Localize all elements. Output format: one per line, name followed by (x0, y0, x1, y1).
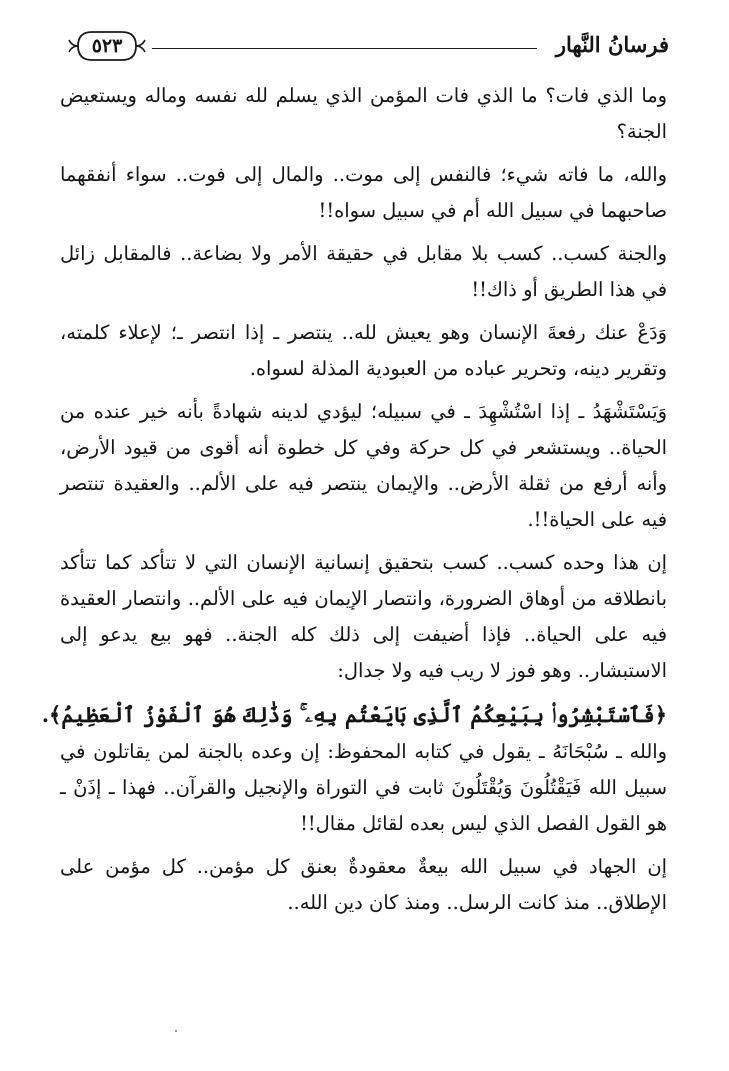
page-number-frame (66, 26, 148, 66)
quran-verse: ﴿فَٱسْتَبْشِرُوا۟ بِبَيْعِكُمُ ٱلَّذِى بَايَعْتُم بِهِۦ ۚ وَذَٰلِكَ هُوَ ٱلْفَوْزُ ٱلْعَظِيمُ﴾. (41, 702, 667, 727)
page-body (41, 78, 667, 928)
paragraph: وما الذي فات؟ ما الذي فات المؤمن الذي يسلم لله نفسه وماله ويستعيض الجنة؟ (60, 84, 667, 143)
paragraph: والله، ما فاته شيء؛ فالنفس إلى موت.. والمال إلى فوت.. سواء أنفقهما صاحبهما في سبيل الله أم في سبيل سواه!! (60, 163, 667, 222)
page-header (66, 26, 669, 72)
paragraph: وَيَسْتَشْهَدُ ـ إذا اسْتُشْهِدَ ـ في سبيله؛ ليؤدي لدينه شهادةً بأنه خير عنده من الحياة.. ويستشعر في كل حركة وفي كل خطوة أنه أقوى من قيود الأرض، وأنه أرفع من ثقلة الأرض.. والإيمان ينتصر فيه على الألم.. والعقيدة تنتصر فيه على الحياة!!. (60, 400, 667, 531)
running-title: فرسانُ النَّهار (555, 32, 669, 57)
page-number: ٥٢٣ (91, 35, 123, 57)
header-rule (152, 48, 537, 49)
paragraph: وَدَعْ عنك رفعةَ الإنسان وهو يعيش لله.. ينتصر ـ إذا انتصر ـ؛ لإعلاء كلمته، وتقرير دينه، وتحرير عباده من العبودية المذلة لسواه. (60, 321, 667, 380)
paragraph: والجنة كسب.. كسب بلا مقابل في حقيقة الأمر ولا بضاعة.. فالمقابل زائل في هذا الطريق أو ذاك!! (60, 242, 667, 301)
paragraph: والله ـ سُبْحَانَهُ ـ يقول في كتابه المحفوظ: إن وعده بالجنة لمن يقاتلون في سبيل الله فَيَقْتُلُونَ وَيُقْتَلُونَ ثابت في التوراة والإنجيل والقرآن.. فهذا ـ إذَنْ ـ هو القول الفصل الذي ليس بعده لقائل مقال!! (60, 740, 667, 835)
paragraph: إن الجهاد في سبيل الله بيعةٌ معقودةٌ بعنق كل مؤمن.. كل مؤمن على الإطلاق.. منذ كانت الرسل.. ومنذ كان دين الله.. (60, 855, 667, 914)
paragraph: إن هذا وحده كسب.. كسب بتحقيق إنسانية الإنسان التي لا تتأكد كما تتأكد بانطلاقه من أوهاق الضرورة، وانتصار الإيمان فيه على الألم.. وانتصار العقيدة فيه على الحياة.. فإذا أضيفت إلى ذلك كله الجنة.. فهو بيع يدعو إلى الاستبشار.. وهو فوز لا ريب فيه ولا جدال: (60, 551, 667, 682)
scan-speck (175, 1030, 177, 1032)
